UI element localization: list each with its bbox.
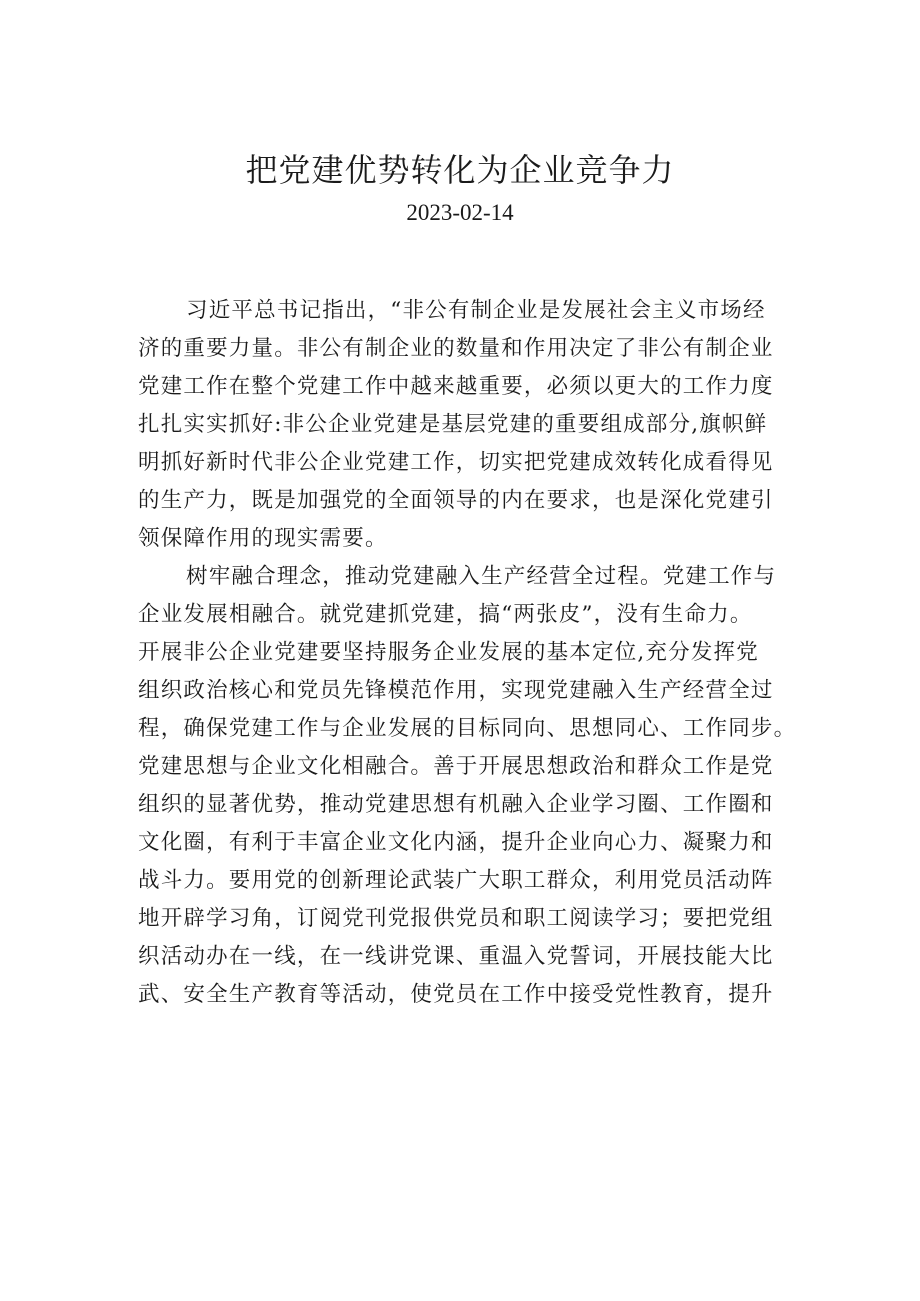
paragraph-line: 树牢融合理念，推动党建融入生产经营全过程。党建工作与 <box>186 564 777 589</box>
paragraph-line: 济的重要力量。非公有制企业的数量和作用决定了非公有制企业 <box>138 336 774 361</box>
paragraph-line: 组织的显著优势，推动党建思想有机融入企业学习圈、工作圈和 <box>138 792 774 817</box>
document-title: 把党建优势转化为企业竞争力 <box>245 151 675 189</box>
paragraph-line: 战斗力。要用党的创新理论武装广大职工群众，利用党员活动阵 <box>138 868 774 893</box>
paragraph-line: 企业发展相融合。就党建抓党建，搞“两张皮”，没有生命力。 <box>138 602 753 627</box>
paragraph-line: 武、安全生产教育等活动，使党员在工作中接受党性教育，提升 <box>138 982 774 1007</box>
paragraph-line: 习近平总书记指出，“非公有制企业是发展社会主义市场经 <box>186 298 766 323</box>
paragraph-line: 扎扎实实抓好:非公企业党建是基层党建的重要组成部分,旗帜鲜 <box>138 412 768 437</box>
document-date: 2023-02-14 <box>406 200 514 225</box>
paragraph-line: 领保障作用的现实需要。 <box>138 526 388 551</box>
paragraph-line: 开展非公企业党建要坚持服务企业发展的基本定位,充分发挥党 <box>138 640 759 665</box>
paragraph-line: 组织政治核心和党员先锋模范作用，实现党建融入生产经营全过 <box>138 678 774 703</box>
paragraph-line: 党建工作在整个党建工作中越来越重要，必须以更大的工作力度 <box>138 374 774 399</box>
paragraph-line: 的生产力，既是加强党的全面领导的内在要求，也是深化党建引 <box>138 488 774 513</box>
paragraph-line: 程，确保党建工作与企业发展的目标同向、思想同心、工作同步。 <box>138 716 797 741</box>
paragraph-line: 明抓好新时代非公企业党建工作，切实把党建成效转化成看得见 <box>138 450 774 475</box>
paragraph-line: 党建思想与企业文化相融合。善于开展思想政治和群众工作是党 <box>138 754 774 779</box>
paragraph-line: 地开辟学习角，订阅党刊党报供党员和职工阅读学习；要把党组 <box>138 906 774 931</box>
document-body <box>138 292 798 1014</box>
paragraph-line: 织活动办在一线，在一线讲党课、重温入党誓词，开展技能大比 <box>138 944 774 969</box>
paragraph-line: 文化圈，有利于丰富企业文化内涵，提升企业向心力、凝聚力和 <box>138 830 774 855</box>
